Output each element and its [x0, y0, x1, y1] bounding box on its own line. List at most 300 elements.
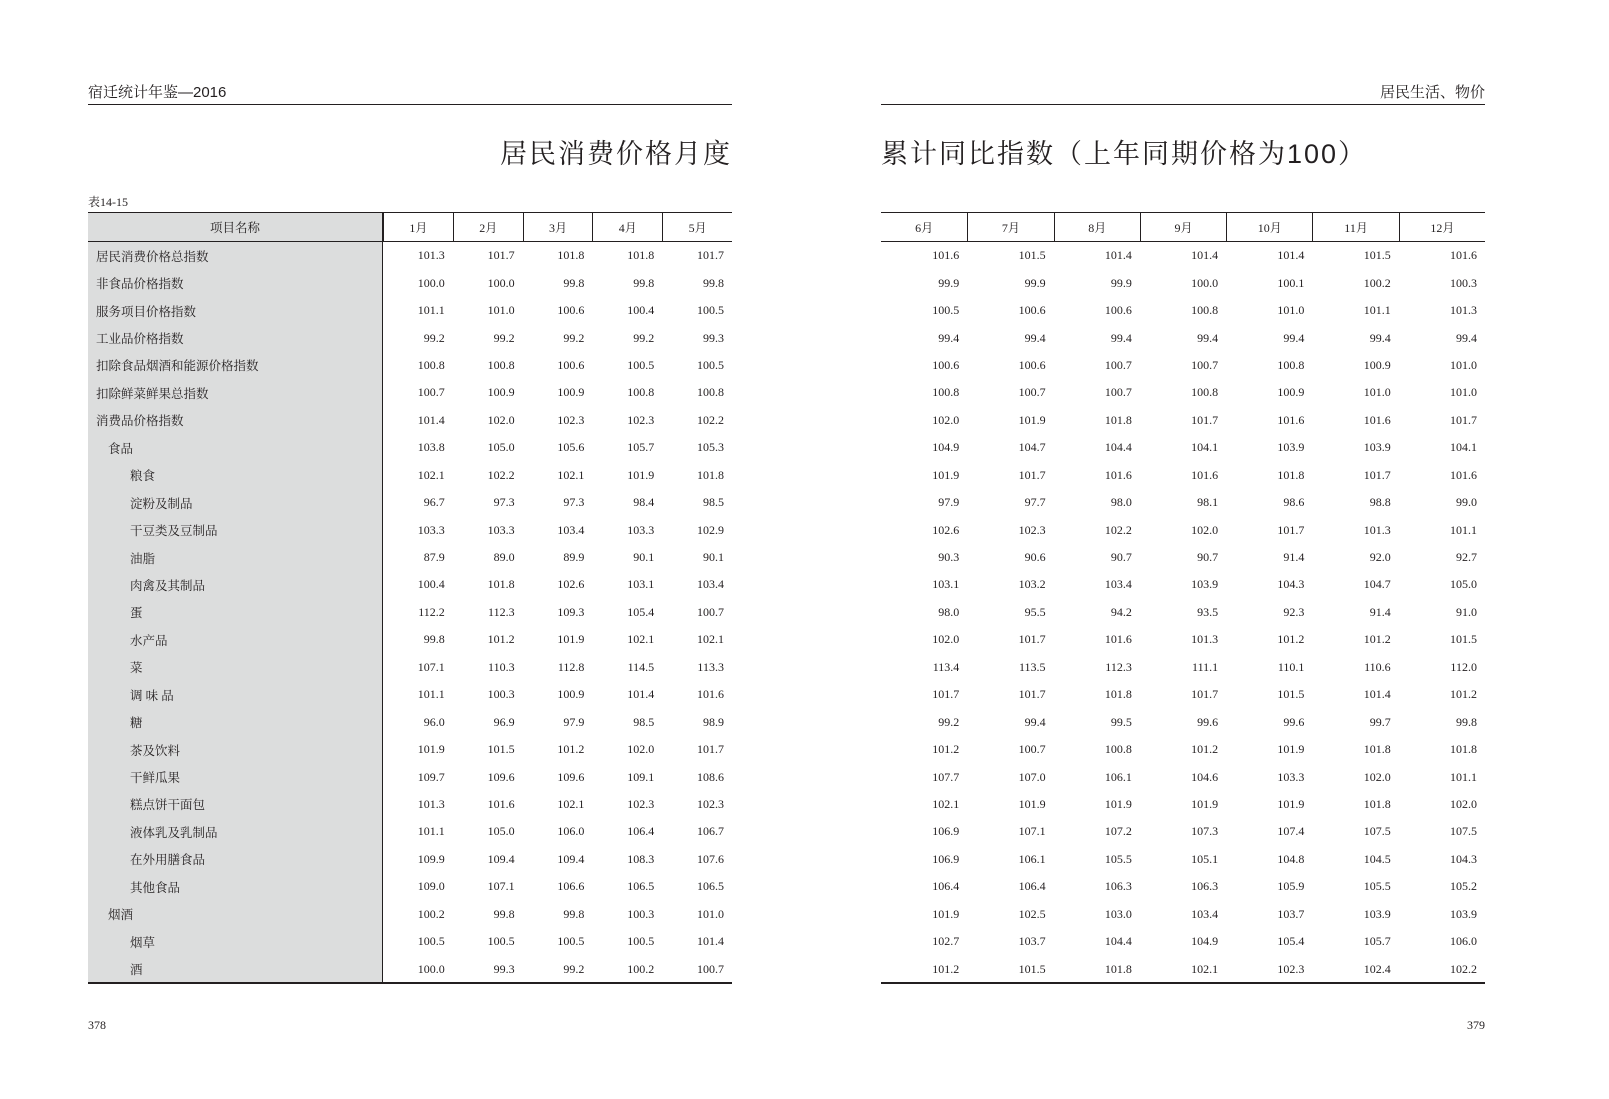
- table-cell: 99.4: [1110, 330, 1132, 345]
- table-cell: 101.8: [1104, 687, 1132, 702]
- table-cell: 101.7: [1363, 467, 1391, 482]
- table-cell: 101.3: [417, 796, 445, 811]
- table-cell: 102.1: [417, 467, 445, 482]
- table-number: 表14-15: [88, 195, 128, 209]
- table-cell: 100.0: [417, 275, 445, 290]
- table-cell: 100.8: [1191, 385, 1219, 400]
- table-cell: 102.0: [1363, 769, 1391, 784]
- table-cell: 104.7: [1363, 577, 1391, 592]
- column-header-month: 10月: [1226, 213, 1312, 241]
- table-cell: 99.8: [1455, 714, 1477, 729]
- column-header-month: 9月: [1140, 213, 1226, 241]
- table-cell: 99.2: [563, 961, 585, 976]
- table-cell: 110.3: [488, 659, 515, 674]
- table-cell: 103.4: [1104, 577, 1132, 592]
- table-cell: 100.7: [1104, 385, 1132, 400]
- column-header-month: 12月: [1399, 213, 1485, 241]
- table-cell: 101.5: [487, 742, 515, 757]
- column-header-month: 11月: [1312, 213, 1398, 241]
- table-cell: 103.4: [696, 577, 724, 592]
- table-row: [88, 544, 732, 571]
- table-row: [881, 599, 1485, 626]
- column-header-month: 2月: [453, 213, 523, 241]
- table-cell: 101.9: [417, 742, 445, 757]
- table-cell: 109.7: [417, 769, 445, 784]
- table-cell: 99.8: [702, 275, 724, 290]
- table-cell: 101.7: [1277, 522, 1305, 537]
- row-label: 扣除食品烟酒和能源价格指数: [88, 352, 383, 379]
- table-row: [88, 736, 732, 763]
- table-cell: 102.3: [1018, 522, 1046, 537]
- row-label: 扣除鲜菜鲜果总指数: [88, 379, 383, 406]
- table-cell: 99.4: [1455, 330, 1477, 345]
- table-cell: 101.8: [487, 577, 515, 592]
- table-cell: 101.0: [1277, 303, 1305, 318]
- table-cell: 107.3: [1191, 824, 1219, 839]
- table-cell: 101.7: [1018, 687, 1046, 702]
- table-cell: 100.6: [1018, 303, 1046, 318]
- table-cell: 94.2: [1110, 604, 1132, 619]
- table-row: [88, 873, 732, 900]
- table-cell: 101.7: [696, 742, 724, 757]
- table-row: [881, 736, 1485, 763]
- table-row: [88, 763, 732, 790]
- table-cell: 102.1: [627, 632, 655, 647]
- table-cell: 101.2: [932, 961, 960, 976]
- table-row: [88, 626, 732, 653]
- table-cell: 102.3: [627, 796, 655, 811]
- row-label: 油脂: [88, 544, 383, 571]
- table-cell: 102.6: [557, 577, 585, 592]
- row-label: 水产品: [88, 626, 383, 653]
- table-cell: 99.9: [1024, 275, 1046, 290]
- table-cell: 106.6: [557, 879, 585, 894]
- table-cell: 100.3: [627, 906, 655, 921]
- table-cell: 101.4: [1363, 687, 1391, 702]
- table-cell: 101.8: [627, 248, 655, 263]
- table-cell: 103.3: [417, 522, 445, 537]
- table-cell: 105.2: [1449, 879, 1477, 894]
- table-row: [88, 489, 732, 516]
- table-row: [881, 626, 1485, 653]
- table-cell: 106.4: [932, 879, 960, 894]
- table-cell: 87.9: [423, 550, 445, 565]
- table-cell: 95.5: [1024, 604, 1046, 619]
- table-cell: 89.0: [493, 550, 515, 565]
- table-cell: 100.5: [696, 303, 724, 318]
- table-cell: 103.2: [1018, 577, 1046, 592]
- table-cell: 109.6: [557, 769, 585, 784]
- table-row: [881, 791, 1485, 818]
- table-cell: 102.1: [557, 796, 585, 811]
- table-cell: 101.0: [1363, 385, 1391, 400]
- table-cell: 109.4: [487, 851, 515, 866]
- row-label: 酒: [88, 955, 383, 982]
- table-cell: 112.2: [418, 604, 445, 619]
- table-cell: 102.2: [696, 412, 724, 427]
- table-cell: 107.5: [1449, 824, 1477, 839]
- table-cell: 103.4: [1191, 906, 1219, 921]
- table-cell: 97.9: [563, 714, 585, 729]
- row-label: 服务项目价格指数: [88, 297, 383, 324]
- table-cell: 107.1: [417, 659, 445, 674]
- table-row: [881, 544, 1485, 571]
- table-cell: 104.7: [1018, 440, 1046, 455]
- table-cell: 100.9: [1277, 385, 1305, 400]
- table-cell: 102.0: [932, 632, 960, 647]
- table-cell: 101.5: [1277, 687, 1305, 702]
- table-cell: 99.4: [1024, 714, 1046, 729]
- table-row: [881, 516, 1485, 543]
- table-row: [881, 379, 1485, 406]
- row-label: 干豆类及豆制品: [88, 516, 383, 543]
- table-cell: 101.6: [1191, 467, 1219, 482]
- table-cell: 106.9: [932, 851, 960, 866]
- table-cell: 89.9: [563, 550, 585, 565]
- table-cell: 99.6: [1283, 714, 1305, 729]
- table-row: [881, 763, 1485, 790]
- table-cell: 105.1: [1191, 851, 1219, 866]
- header-rule-left: [88, 104, 732, 105]
- table-cell: 101.9: [627, 467, 655, 482]
- table-cell: 104.5: [1363, 851, 1391, 866]
- table-cell: 104.9: [932, 440, 960, 455]
- table-cell: 105.0: [487, 824, 515, 839]
- table-cell: 112.3: [488, 604, 515, 619]
- table-row: [881, 955, 1485, 982]
- table-cell: 101.6: [696, 687, 724, 702]
- table-cell: 101.8: [1104, 412, 1132, 427]
- table-cell: 100.5: [627, 934, 655, 949]
- table-row: [881, 324, 1485, 351]
- table-cell: 101.6: [1277, 412, 1305, 427]
- table-cell: 105.5: [1104, 851, 1132, 866]
- table-cell: 100.6: [1018, 357, 1046, 372]
- table-cell: 90.7: [1110, 550, 1132, 565]
- table-cell: 103.0: [1104, 906, 1132, 921]
- page-title-right: 累计同比指数（上年同期价格为100）: [881, 139, 1368, 169]
- table-row: [88, 599, 732, 626]
- table-row: [881, 352, 1485, 379]
- table-cell: 107.5: [1363, 824, 1391, 839]
- table-cell: 109.4: [557, 851, 585, 866]
- table-cell: 99.4: [1283, 330, 1305, 345]
- table-cell: 102.1: [1191, 961, 1219, 976]
- table-cell: 100.2: [1363, 275, 1391, 290]
- table-cell: 101.5: [1018, 961, 1046, 976]
- table-row: [88, 571, 732, 598]
- table-cell: 101.4: [627, 687, 655, 702]
- table-cell: 100.0: [1191, 275, 1219, 290]
- table-cell: 102.3: [557, 412, 585, 427]
- table-cell: 99.5: [1110, 714, 1132, 729]
- table-row: [88, 434, 732, 461]
- table-cell: 101.5: [1363, 248, 1391, 263]
- table-left: [88, 212, 732, 983]
- table-cell: 102.0: [487, 412, 515, 427]
- table-cell: 100.2: [417, 906, 445, 921]
- table-row: [88, 297, 732, 324]
- table-cell: 106.4: [627, 824, 655, 839]
- table-row: [881, 407, 1485, 434]
- table-cell: 103.3: [1277, 769, 1305, 784]
- table-cell: 100.7: [1191, 357, 1219, 372]
- table-cell: 104.9: [1191, 934, 1219, 949]
- table-cell: 99.8: [563, 275, 585, 290]
- table-cell: 101.6: [932, 248, 960, 263]
- table-cell: 101.8: [1363, 742, 1391, 757]
- table-cell: 106.5: [696, 879, 724, 894]
- table-cell: 102.3: [1277, 961, 1305, 976]
- table-cell: 105.0: [487, 440, 515, 455]
- table-cell: 102.0: [627, 742, 655, 757]
- table-cell: 99.7: [1369, 714, 1391, 729]
- table-cell: 109.3: [557, 604, 585, 619]
- table-row: [881, 269, 1485, 296]
- table-cell: 100.5: [627, 357, 655, 372]
- row-label: 糖: [88, 708, 383, 735]
- table-header-row: [88, 212, 732, 242]
- table-cell: 100.8: [932, 385, 960, 400]
- table-cell: 100.5: [557, 934, 585, 949]
- table-cell: 103.1: [627, 577, 655, 592]
- table-cell: 98.0: [938, 604, 960, 619]
- table-cell: 100.7: [1018, 742, 1046, 757]
- table-cell: 98.9: [702, 714, 724, 729]
- table-cell: 106.3: [1104, 879, 1132, 894]
- table-cell: 98.8: [1369, 495, 1391, 510]
- table-cell: 102.2: [1104, 522, 1132, 537]
- row-label: 菜: [88, 654, 383, 681]
- table-cell: 100.6: [1104, 303, 1132, 318]
- table-cell: 101.8: [1449, 742, 1477, 757]
- table-cell: 105.4: [1277, 934, 1305, 949]
- table-header-row: [881, 212, 1485, 242]
- table-cell: 102.3: [696, 796, 724, 811]
- table-row: [88, 462, 732, 489]
- table-cell: 101.2: [932, 742, 960, 757]
- table-cell: 98.0: [1110, 495, 1132, 510]
- table-cell: 104.6: [1191, 769, 1219, 784]
- row-label: 糕点饼干面包: [88, 791, 383, 818]
- column-header-month: 7月: [967, 213, 1053, 241]
- table-cell: 104.3: [1449, 851, 1477, 866]
- table-cell: 103.9: [1449, 906, 1477, 921]
- column-header-month: 4月: [592, 213, 662, 241]
- table-cell: 114.5: [627, 659, 655, 674]
- table-cell: 99.4: [1369, 330, 1391, 345]
- row-label: 肉禽及其制品: [88, 571, 383, 598]
- table-cell: 100.5: [696, 357, 724, 372]
- table-cell: 101.9: [932, 906, 960, 921]
- table-cell: 106.3: [1191, 879, 1219, 894]
- table-cell: 113.5: [1019, 659, 1046, 674]
- table-cell: 100.7: [1018, 385, 1046, 400]
- table-cell: 103.3: [487, 522, 515, 537]
- table-cell: 106.4: [1018, 879, 1046, 894]
- table-cell: 103.8: [417, 440, 445, 455]
- table-cell: 106.1: [1018, 851, 1046, 866]
- table-cell: 100.3: [1449, 275, 1477, 290]
- table-cell: 97.3: [493, 495, 515, 510]
- table-cell: 93.5: [1197, 604, 1219, 619]
- table-cell: 91.4: [1283, 550, 1305, 565]
- table-cell: 107.7: [932, 769, 960, 784]
- row-label: 在外用膳食品: [88, 846, 383, 873]
- table-bottom-rule-right: [881, 982, 1485, 984]
- header-rule-right: [881, 104, 1485, 105]
- table-cell: 99.4: [1197, 330, 1219, 345]
- table-cell: 101.7: [932, 687, 960, 702]
- table-cell: 101.9: [1277, 742, 1305, 757]
- column-header-month: 6月: [915, 220, 934, 235]
- table-row: [88, 352, 732, 379]
- table-cell: 101.3: [1449, 303, 1477, 318]
- table-cell: 100.1: [1277, 275, 1305, 290]
- page-title-left: 居民消费价格月度: [500, 139, 732, 169]
- column-header-month: 1月: [383, 213, 453, 241]
- table-cell: 98.4: [633, 495, 655, 510]
- table-cell: 99.8: [423, 632, 445, 647]
- table-cell: 101.1: [1363, 303, 1391, 318]
- table-cell: 113.4: [932, 659, 960, 674]
- table-cell: 100.9: [557, 385, 585, 400]
- table-cell: 111.1: [1192, 659, 1219, 674]
- table-cell: 101.5: [1018, 248, 1046, 263]
- running-head-right: 居民生活、物价: [1379, 84, 1485, 101]
- table-cell: 91.0: [1455, 604, 1477, 619]
- table-cell: 102.7: [932, 934, 960, 949]
- table-cell: 100.9: [1363, 357, 1391, 372]
- table-cell: 101.0: [1449, 385, 1477, 400]
- table-cell: 101.2: [1363, 632, 1391, 647]
- table-cell: 100.8: [1104, 742, 1132, 757]
- table-cell: 108.6: [696, 769, 724, 784]
- table-cell: 101.8: [1104, 961, 1132, 976]
- table-row: [88, 242, 732, 269]
- table-row: [88, 654, 732, 681]
- table-cell: 104.3: [1277, 577, 1305, 592]
- table-cell: 105.5: [1363, 879, 1391, 894]
- table-cell: 101.3: [417, 248, 445, 263]
- table-cell: 104.1: [1449, 440, 1477, 455]
- table-cell: 100.9: [487, 385, 515, 400]
- table-cell: 109.9: [417, 851, 445, 866]
- table-row: [881, 297, 1485, 324]
- table-cell: 96.0: [423, 714, 445, 729]
- table-cell: 101.6: [1449, 467, 1477, 482]
- table-cell: 98.1: [1197, 495, 1219, 510]
- table-cell: 103.1: [932, 577, 960, 592]
- table-cell: 100.7: [696, 604, 724, 619]
- table-row: [88, 708, 732, 735]
- table-row: [881, 434, 1485, 461]
- table-cell: 100.9: [557, 687, 585, 702]
- table-cell: 96.9: [493, 714, 515, 729]
- table-cell: 99.8: [563, 906, 585, 921]
- table-cell: 101.1: [417, 687, 445, 702]
- table-cell: 103.7: [1018, 934, 1046, 949]
- table-cell: 101.0: [487, 303, 515, 318]
- table-row: [88, 846, 732, 873]
- table-cell: 101.9: [1191, 796, 1219, 811]
- table-cell: 103.9: [1363, 906, 1391, 921]
- table-cell: 101.8: [696, 467, 724, 482]
- table-cell: 97.7: [1024, 495, 1046, 510]
- table-cell: 101.7: [696, 248, 724, 263]
- table-cell: 105.7: [627, 440, 655, 455]
- table-row: [88, 516, 732, 543]
- table-cell: 100.8: [627, 385, 655, 400]
- table-row: [88, 269, 732, 296]
- table-cell: 100.7: [1104, 357, 1132, 372]
- table-row: [881, 242, 1485, 269]
- table-cell: 92.7: [1455, 550, 1477, 565]
- table-cell: 99.6: [1197, 714, 1219, 729]
- table-cell: 98.5: [702, 495, 724, 510]
- table-cell: 101.9: [1018, 412, 1046, 427]
- table-cell: 107.0: [1018, 769, 1046, 784]
- table-cell: 101.3: [1191, 632, 1219, 647]
- table-cell: 101.4: [696, 934, 724, 949]
- table-cell: 100.8: [696, 385, 724, 400]
- table-row: [88, 955, 732, 982]
- table-cell: 101.4: [1277, 248, 1305, 263]
- table-cell: 101.4: [417, 412, 445, 427]
- table-cell: 100.8: [1277, 357, 1305, 372]
- table-row: [881, 901, 1485, 928]
- table-row: [881, 681, 1485, 708]
- table-cell: 99.2: [938, 714, 960, 729]
- table-row: [881, 489, 1485, 516]
- table-cell: 104.1: [1191, 440, 1219, 455]
- table-cell: 105.9: [1277, 879, 1305, 894]
- table-cell: 106.0: [1449, 934, 1477, 949]
- table-cell: 101.0: [1449, 357, 1477, 372]
- table-cell: 104.4: [1104, 440, 1132, 455]
- table-cell: 105.4: [627, 604, 655, 619]
- table-row: [88, 379, 732, 406]
- table-cell: 102.4: [1363, 961, 1391, 976]
- table-cell: 102.0: [1191, 522, 1219, 537]
- table-cell: 102.2: [1449, 961, 1477, 976]
- table-cell: 99.2: [423, 330, 445, 345]
- table-cell: 99.3: [702, 330, 724, 345]
- table-cell: 103.7: [1277, 906, 1305, 921]
- table-cell: 100.0: [487, 275, 515, 290]
- table-row: [88, 681, 732, 708]
- table-cell: 100.0: [417, 961, 445, 976]
- table-cell: 100.5: [487, 934, 515, 949]
- table-cell: 101.8: [1277, 467, 1305, 482]
- table-cell: 100.7: [696, 961, 724, 976]
- table-cell: 105.7: [1363, 934, 1391, 949]
- table-cell: 99.2: [493, 330, 515, 345]
- table-row: [88, 407, 732, 434]
- table-cell: 99.8: [493, 906, 515, 921]
- table-cell: 100.2: [627, 961, 655, 976]
- table-cell: 104.4: [1104, 934, 1132, 949]
- table-cell: 102.2: [487, 467, 515, 482]
- table-cell: 101.2: [1191, 742, 1219, 757]
- table-cell: 97.3: [563, 495, 585, 510]
- table-cell: 99.4: [938, 330, 960, 345]
- table-cell: 101.9: [932, 467, 960, 482]
- table-row: [88, 901, 732, 928]
- table-row: [881, 708, 1485, 735]
- table-cell: 90.7: [1197, 550, 1219, 565]
- row-label: 非食品价格指数: [88, 269, 383, 296]
